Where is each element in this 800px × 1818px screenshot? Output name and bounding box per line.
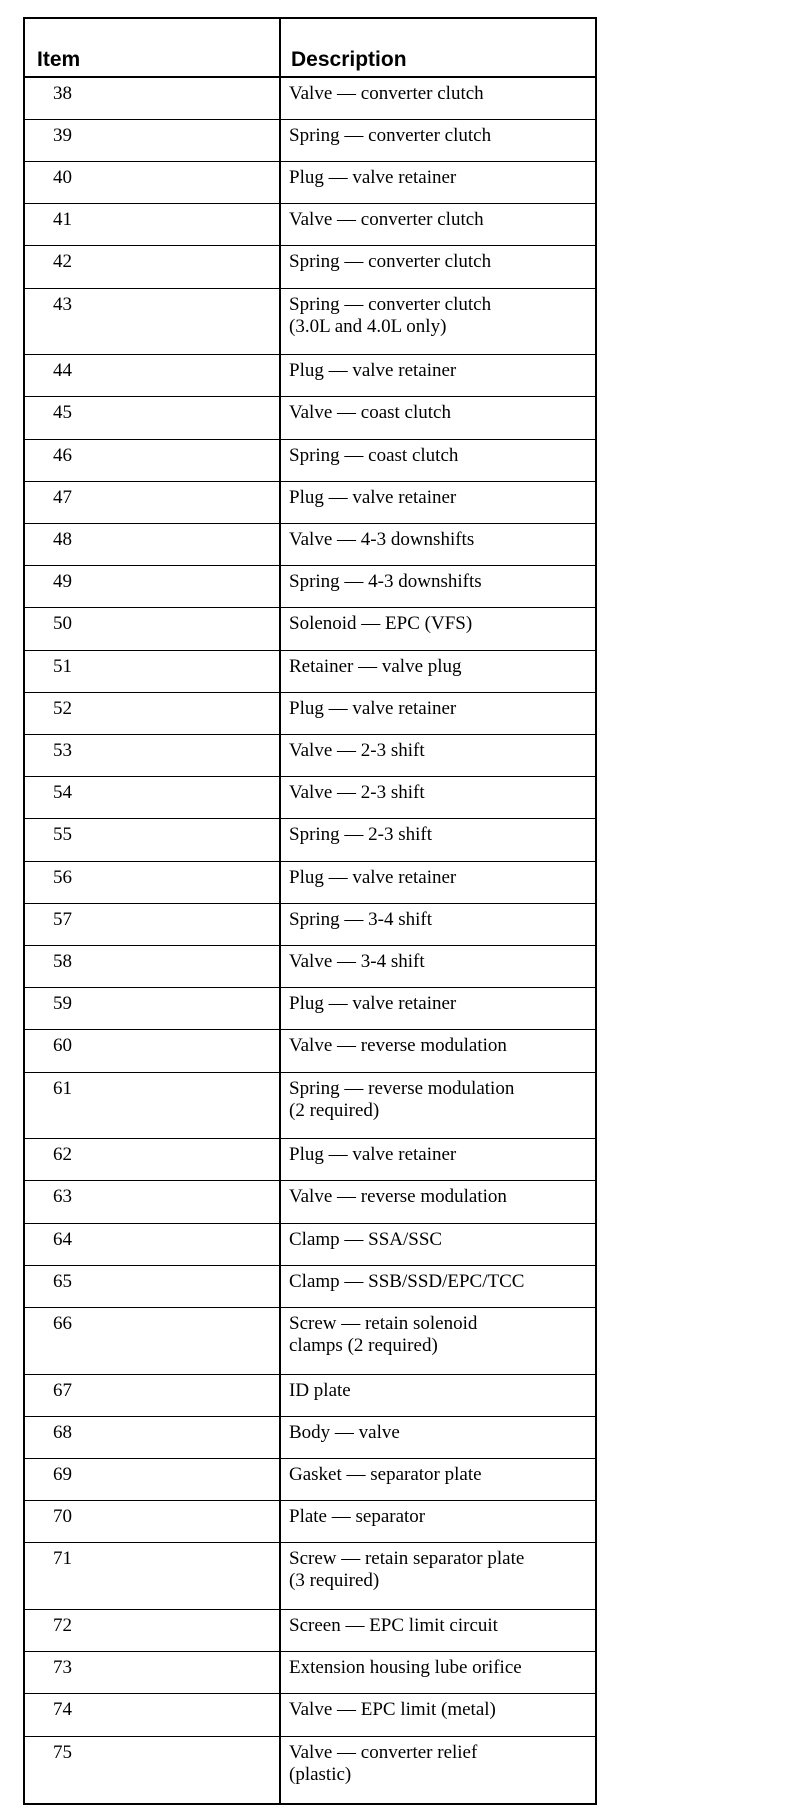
item-description-cell (280, 650, 595, 692)
table-row (25, 566, 595, 608)
item-description-cell (280, 945, 595, 987)
item-description-cell (280, 523, 595, 565)
item-number: 59 (25, 988, 280, 1030)
item-description: Gasket — separator plate (289, 1463, 482, 1485)
item-description: Valve — 4-3 downshifts (289, 528, 475, 550)
item-description-cell (280, 988, 595, 1030)
item-description-cell (280, 161, 595, 203)
table-row (25, 734, 595, 776)
item-number: 38 (25, 77, 280, 119)
item-description: Spring — converter clutch (289, 251, 492, 273)
item-number: 44 (25, 355, 280, 397)
table-row (25, 1736, 595, 1803)
item-number: 58 (25, 945, 280, 987)
table-row (25, 1307, 595, 1374)
parts-table-container (23, 17, 597, 1805)
item-number: 71 (25, 1543, 280, 1610)
item-number: 69 (25, 1458, 280, 1500)
item-number: 72 (25, 1609, 280, 1651)
item-number: 48 (25, 523, 280, 565)
item-description: Plug — valve retainer (289, 166, 457, 188)
item-description: Plug — valve retainer (289, 993, 457, 1015)
item-number: 67 (25, 1374, 280, 1416)
table-row (25, 692, 595, 734)
item-description-cell (280, 204, 595, 246)
table-row (25, 945, 595, 987)
item-description: Spring — reverse modulation (289, 1077, 515, 1099)
item-description-cell (280, 777, 595, 819)
item-number: 55 (25, 819, 280, 861)
item-description: Solenoid — EPC (VFS) (289, 613, 473, 635)
table-row (25, 903, 595, 945)
parts-table (25, 19, 595, 1803)
table-row (25, 1458, 595, 1500)
table-row (25, 861, 595, 903)
table-row (25, 1181, 595, 1223)
item-description-cell (280, 1223, 595, 1265)
table-row (25, 988, 595, 1030)
item-number: 49 (25, 566, 280, 608)
item-number: 60 (25, 1030, 280, 1072)
item-description-cell (280, 77, 595, 119)
item-description-cell (280, 903, 595, 945)
item-description: Valve — reverse modulation (289, 1035, 507, 1057)
item-number: 62 (25, 1139, 280, 1181)
item-number: 47 (25, 481, 280, 523)
item-number: 50 (25, 608, 280, 650)
item-description-cell (280, 566, 595, 608)
table-row (25, 777, 595, 819)
item-description-cell (280, 481, 595, 523)
item-description: Screw — retain solenoid (289, 1312, 478, 1334)
item-description: Spring — coast clutch (289, 444, 459, 466)
table-body (25, 77, 595, 1803)
item-description: Spring — converter clutch (289, 124, 492, 146)
item-number: 61 (25, 1072, 280, 1139)
item-description-cell (280, 1652, 595, 1694)
table-row (25, 204, 595, 246)
item-number: 65 (25, 1265, 280, 1307)
table-row (25, 650, 595, 692)
item-number: 64 (25, 1223, 280, 1265)
item-number: 70 (25, 1501, 280, 1543)
table-row (25, 288, 595, 355)
item-description-cell (280, 288, 595, 355)
table-row (25, 1694, 595, 1736)
item-description-cell (280, 1501, 595, 1543)
item-number: 74 (25, 1694, 280, 1736)
table-row (25, 819, 595, 861)
item-number: 39 (25, 119, 280, 161)
item-description-cell (280, 692, 595, 734)
item-number: 53 (25, 734, 280, 776)
item-description: Valve — 3-4 shift (289, 950, 425, 972)
item-description: Valve — EPC limit (metal) (289, 1699, 496, 1721)
item-description: Plug — valve retainer (289, 866, 457, 888)
item-description-cell (280, 608, 595, 650)
table-row (25, 161, 595, 203)
item-description-cell (280, 819, 595, 861)
item-description: Valve — reverse modulation (289, 1186, 507, 1208)
item-description-cell (280, 119, 595, 161)
item-number: 46 (25, 439, 280, 481)
item-description: Screen — EPC limit circuit (289, 1614, 498, 1636)
item-description: Valve — converter clutch (289, 209, 484, 231)
item-number: 63 (25, 1181, 280, 1223)
item-description-cell (280, 1609, 595, 1651)
item-description-cell (280, 1694, 595, 1736)
item-description: Retainer — valve plug (289, 655, 462, 677)
table-row (25, 439, 595, 481)
table-row (25, 355, 595, 397)
table-row (25, 1652, 595, 1694)
item-description: Valve — converter relief (289, 1741, 478, 1763)
table-row (25, 1139, 595, 1181)
table-row (25, 1609, 595, 1651)
item-description: Clamp — SSA/SSC (289, 1228, 443, 1250)
table-row (25, 1030, 595, 1072)
item-number: 68 (25, 1416, 280, 1458)
table-row (25, 246, 595, 288)
item-description: Clamp — SSB/SSD/EPC/TCC (289, 1270, 525, 1292)
item-description-note: (3 required) (289, 1570, 380, 1592)
item-description-note: (3.0L and 4.0L only) (289, 315, 447, 337)
item-description-cell (280, 246, 595, 288)
item-number: 45 (25, 397, 280, 439)
item-description: Spring — converter clutch (289, 293, 492, 315)
item-description: Spring — 4-3 downshifts (289, 571, 482, 593)
item-number: 73 (25, 1652, 280, 1694)
item-description: Plug — valve retainer (289, 697, 457, 719)
item-description: Valve — 2-3 shift (289, 782, 425, 804)
table-row (25, 1374, 595, 1416)
item-description-note: (2 required) (289, 1099, 380, 1121)
item-description: Plug — valve retainer (289, 486, 457, 508)
table-row (25, 481, 595, 523)
item-description-cell (280, 1181, 595, 1223)
item-description-cell (280, 439, 595, 481)
table-row (25, 1416, 595, 1458)
table-row (25, 1265, 595, 1307)
item-number: 54 (25, 777, 280, 819)
item-number: 66 (25, 1307, 280, 1374)
item-description-cell (280, 397, 595, 439)
item-description: Plug — valve retainer (289, 1144, 457, 1166)
item-description-cell (280, 734, 595, 776)
table-row (25, 1501, 595, 1543)
table-row (25, 1543, 595, 1610)
item-description-cell (280, 1458, 595, 1500)
item-description-cell (280, 1736, 595, 1803)
item-description-cell (280, 1416, 595, 1458)
item-number: 42 (25, 246, 280, 288)
description-column-header: Description (280, 19, 595, 77)
item-description: ID plate (289, 1379, 351, 1401)
item-number: 75 (53, 1741, 72, 1763)
item-description: Valve — converter clutch (289, 83, 484, 104)
item-description-note: (plastic) (289, 1763, 352, 1785)
item-description-cell (280, 1139, 595, 1181)
item-description: Screw — retain separator plate (289, 1548, 525, 1570)
table-row (25, 1072, 595, 1139)
item-description: Plate — separator (289, 1506, 426, 1528)
item-description-cell (280, 1374, 595, 1416)
item-description: Valve — coast clutch (289, 402, 451, 424)
item-description-cell (280, 861, 595, 903)
item-description-cell (280, 1030, 595, 1072)
table-header-row (25, 19, 595, 77)
item-description-cell (280, 355, 595, 397)
item-number: 57 (25, 903, 280, 945)
item-number: 51 (25, 650, 280, 692)
item-description-cell (280, 1543, 595, 1610)
item-description: Plug — valve retainer (289, 360, 457, 382)
item-number: 52 (25, 692, 280, 734)
item-description: Valve — 2-3 shift (289, 739, 425, 761)
item-description-cell (280, 1265, 595, 1307)
table-row (25, 1223, 595, 1265)
table-row (25, 397, 595, 439)
table-row (25, 523, 595, 565)
table-row (25, 77, 595, 119)
item-number: 43 (25, 288, 280, 355)
table-row (25, 119, 595, 161)
item-number: 56 (25, 861, 280, 903)
item-description: Body — valve (289, 1421, 400, 1443)
item-description-note: clamps (2 required) (289, 1334, 438, 1356)
item-description: Spring — 2-3 shift (289, 824, 433, 846)
item-description-cell (280, 1072, 595, 1139)
item-description: Spring — 3-4 shift (289, 908, 433, 930)
item-description-cell (280, 1307, 595, 1374)
item-number: 40 (25, 161, 280, 203)
item-number: 41 (25, 204, 280, 246)
item-column-header: Item (25, 19, 280, 77)
table-row (25, 608, 595, 650)
item-description: Extension housing lube orifice (289, 1657, 522, 1679)
